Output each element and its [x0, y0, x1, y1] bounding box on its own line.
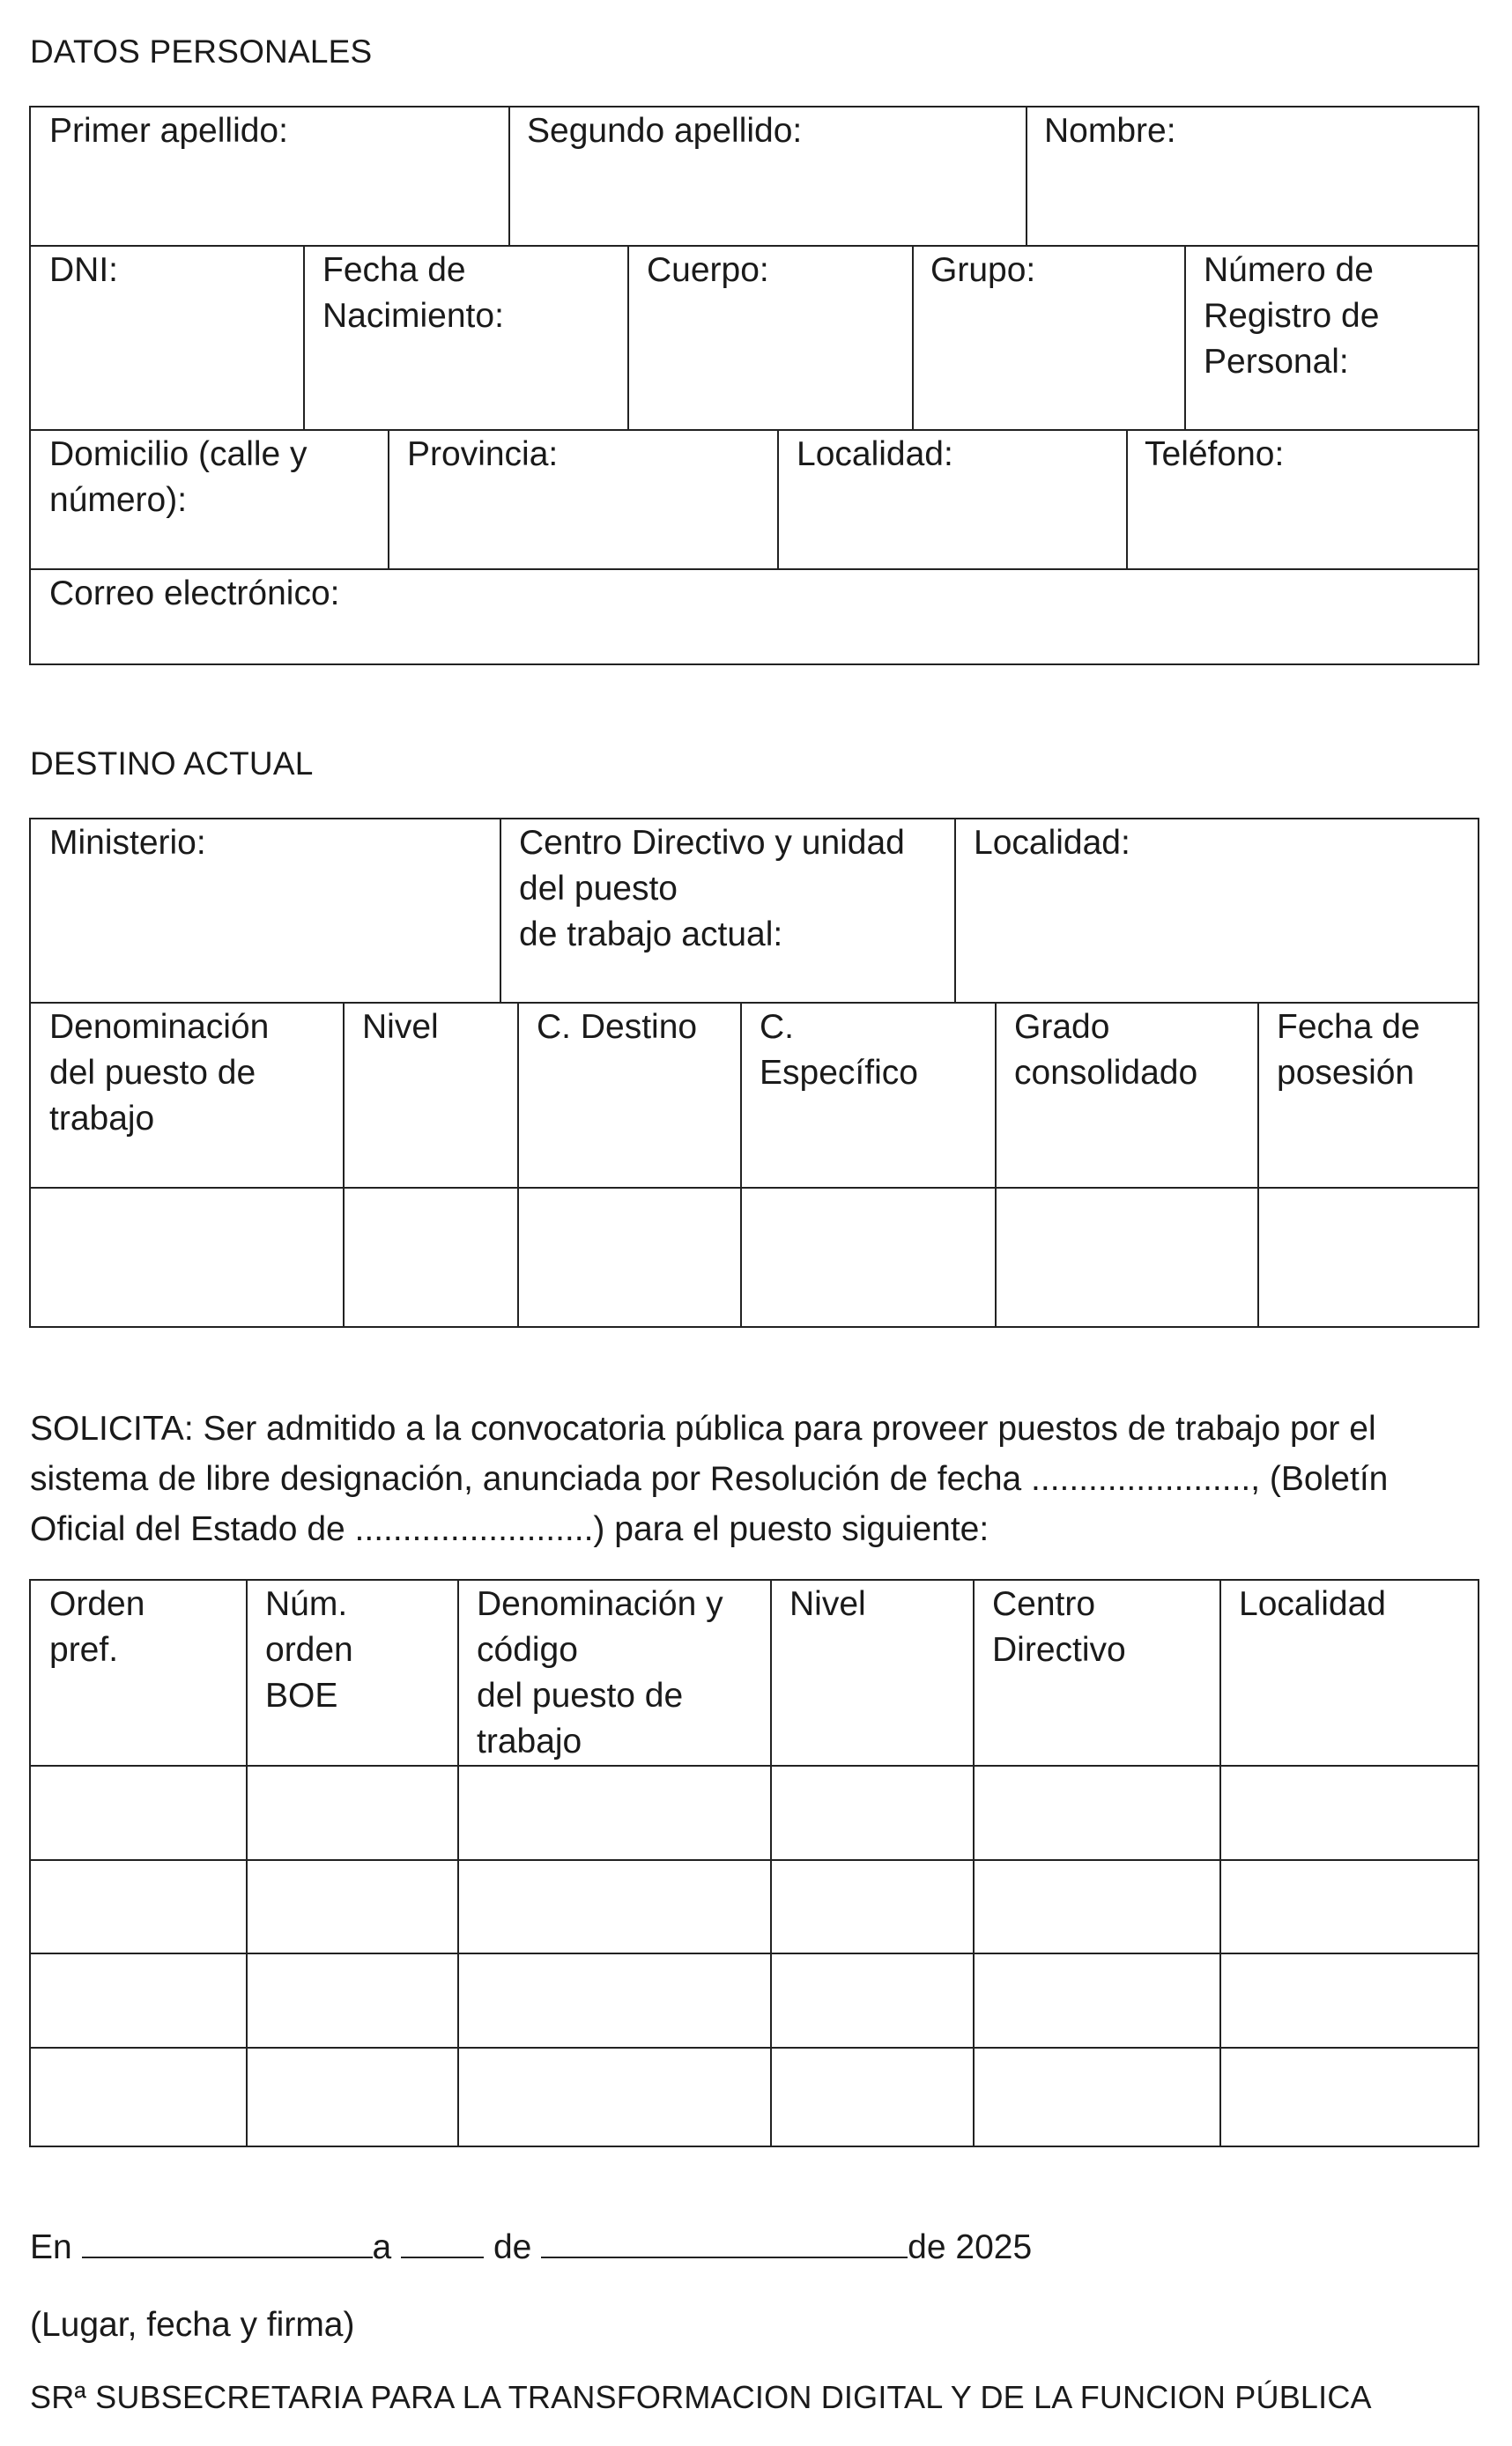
grupo-field[interactable]: Grupo:	[930, 251, 1036, 289]
solicita-paragraph	[30, 1404, 1484, 1554]
row-divider	[29, 1002, 1479, 1004]
firma-de-label: de	[493, 2228, 532, 2266]
col-divider	[1126, 429, 1128, 570]
cuerpo-field[interactable]: Cuerpo:	[647, 251, 769, 289]
provincia-field[interactable]: Provincia:	[407, 435, 559, 473]
row-divider	[29, 245, 1479, 247]
centro-directivo-field[interactable]: Centro Directivo y unidad del puesto de trabajo actual:	[519, 824, 905, 953]
solicita-line: Oficial del Estado de .........................) para el puesto siguiente:	[30, 1510, 989, 1548]
column-header: Denominación y código del puesto de trabajo	[477, 1585, 723, 1760]
nombre-field[interactable]: Nombre:	[1044, 112, 1176, 150]
firma-caption: (Lugar, fecha y firma)	[30, 2306, 355, 2344]
column-header: Orden pref.	[49, 1585, 145, 1669]
col-divider	[770, 1579, 772, 2147]
column-header: Centro Directivo	[992, 1585, 1126, 1669]
telefono-field[interactable]: Teléfono:	[1145, 435, 1285, 473]
localidad-field[interactable]: Localidad:	[797, 435, 953, 473]
column-header: Nivel	[789, 1585, 866, 1623]
lugar-blank[interactable]	[82, 2223, 373, 2258]
column-header: Nivel	[362, 1008, 439, 1046]
column-header: C. Destino	[537, 1008, 698, 1046]
col-divider	[303, 245, 305, 431]
column-header: C. Específico	[760, 1008, 918, 1092]
localidad-actual-field[interactable]: Localidad:	[974, 824, 1130, 862]
firma-a-label: a	[372, 2228, 392, 2266]
col-divider	[777, 429, 779, 570]
column-header: Núm. orden BOE	[265, 1585, 353, 1715]
col-divider	[517, 1002, 519, 1328]
registro-personal-field[interactable]: Número de Registro de Personal:	[1204, 251, 1380, 381]
fecha-nacimiento-field[interactable]: Fecha de Nacimiento:	[322, 251, 504, 335]
firma-en-label: En	[30, 2228, 72, 2266]
col-divider	[508, 106, 510, 247]
column-header: Denominación del puesto de trabajo	[49, 1008, 270, 1138]
col-divider	[500, 818, 501, 1004]
column-header: Localidad	[1239, 1585, 1386, 1623]
dni-field[interactable]: DNI:	[49, 251, 118, 289]
section-heading-datos-personales: DATOS PERSONALES	[30, 33, 373, 70]
col-divider	[995, 1002, 997, 1328]
col-divider	[246, 1579, 248, 2147]
col-divider	[1184, 245, 1186, 431]
col-divider	[954, 818, 956, 1004]
solicita-line: SOLICITA: Ser admitido a la convocatoria pública para proveer puestos de trabajo por el	[30, 1410, 1376, 1448]
solicita-line: sistema de libre designación, anunciada por Resolución de fecha ......................., (Boletín	[30, 1460, 1389, 1498]
correo-electronico-field[interactable]: Correo electrónico:	[49, 574, 340, 612]
firma-year-label: de 2025	[908, 2228, 1033, 2266]
row-divider	[29, 1187, 1479, 1189]
ministerio-field[interactable]: Ministerio:	[49, 824, 206, 862]
col-divider	[343, 1002, 345, 1328]
domicilio-field[interactable]: Domicilio (calle y número):	[49, 435, 308, 519]
col-divider	[740, 1002, 742, 1328]
column-header: Grado consolidado	[1014, 1008, 1198, 1092]
col-divider	[1219, 1579, 1221, 2147]
column-header: Fecha de posesión	[1277, 1008, 1420, 1092]
col-divider	[1026, 106, 1027, 247]
col-divider	[1257, 1002, 1259, 1328]
col-divider	[388, 429, 389, 570]
row-divider	[29, 429, 1479, 431]
primer-apellido-field[interactable]: Primer apellido:	[49, 112, 288, 150]
section-heading-destino-actual: DESTINO ACTUAL	[30, 745, 314, 782]
col-divider	[973, 1579, 975, 2147]
destinatario: SRª SUBSECRETARIA PARA LA TRANSFORMACION DIGITAL Y DE LA FUNCION PÚBLICA	[30, 2379, 1372, 2415]
dia-blank[interactable]	[401, 2223, 484, 2258]
firma-line	[30, 2222, 1032, 2272]
col-divider	[912, 245, 914, 431]
row-divider	[29, 568, 1479, 570]
mes-blank[interactable]	[541, 2223, 908, 2258]
segundo-apellido-field[interactable]: Segundo apellido:	[527, 112, 803, 150]
col-divider	[627, 245, 629, 431]
col-divider	[457, 1579, 459, 2147]
